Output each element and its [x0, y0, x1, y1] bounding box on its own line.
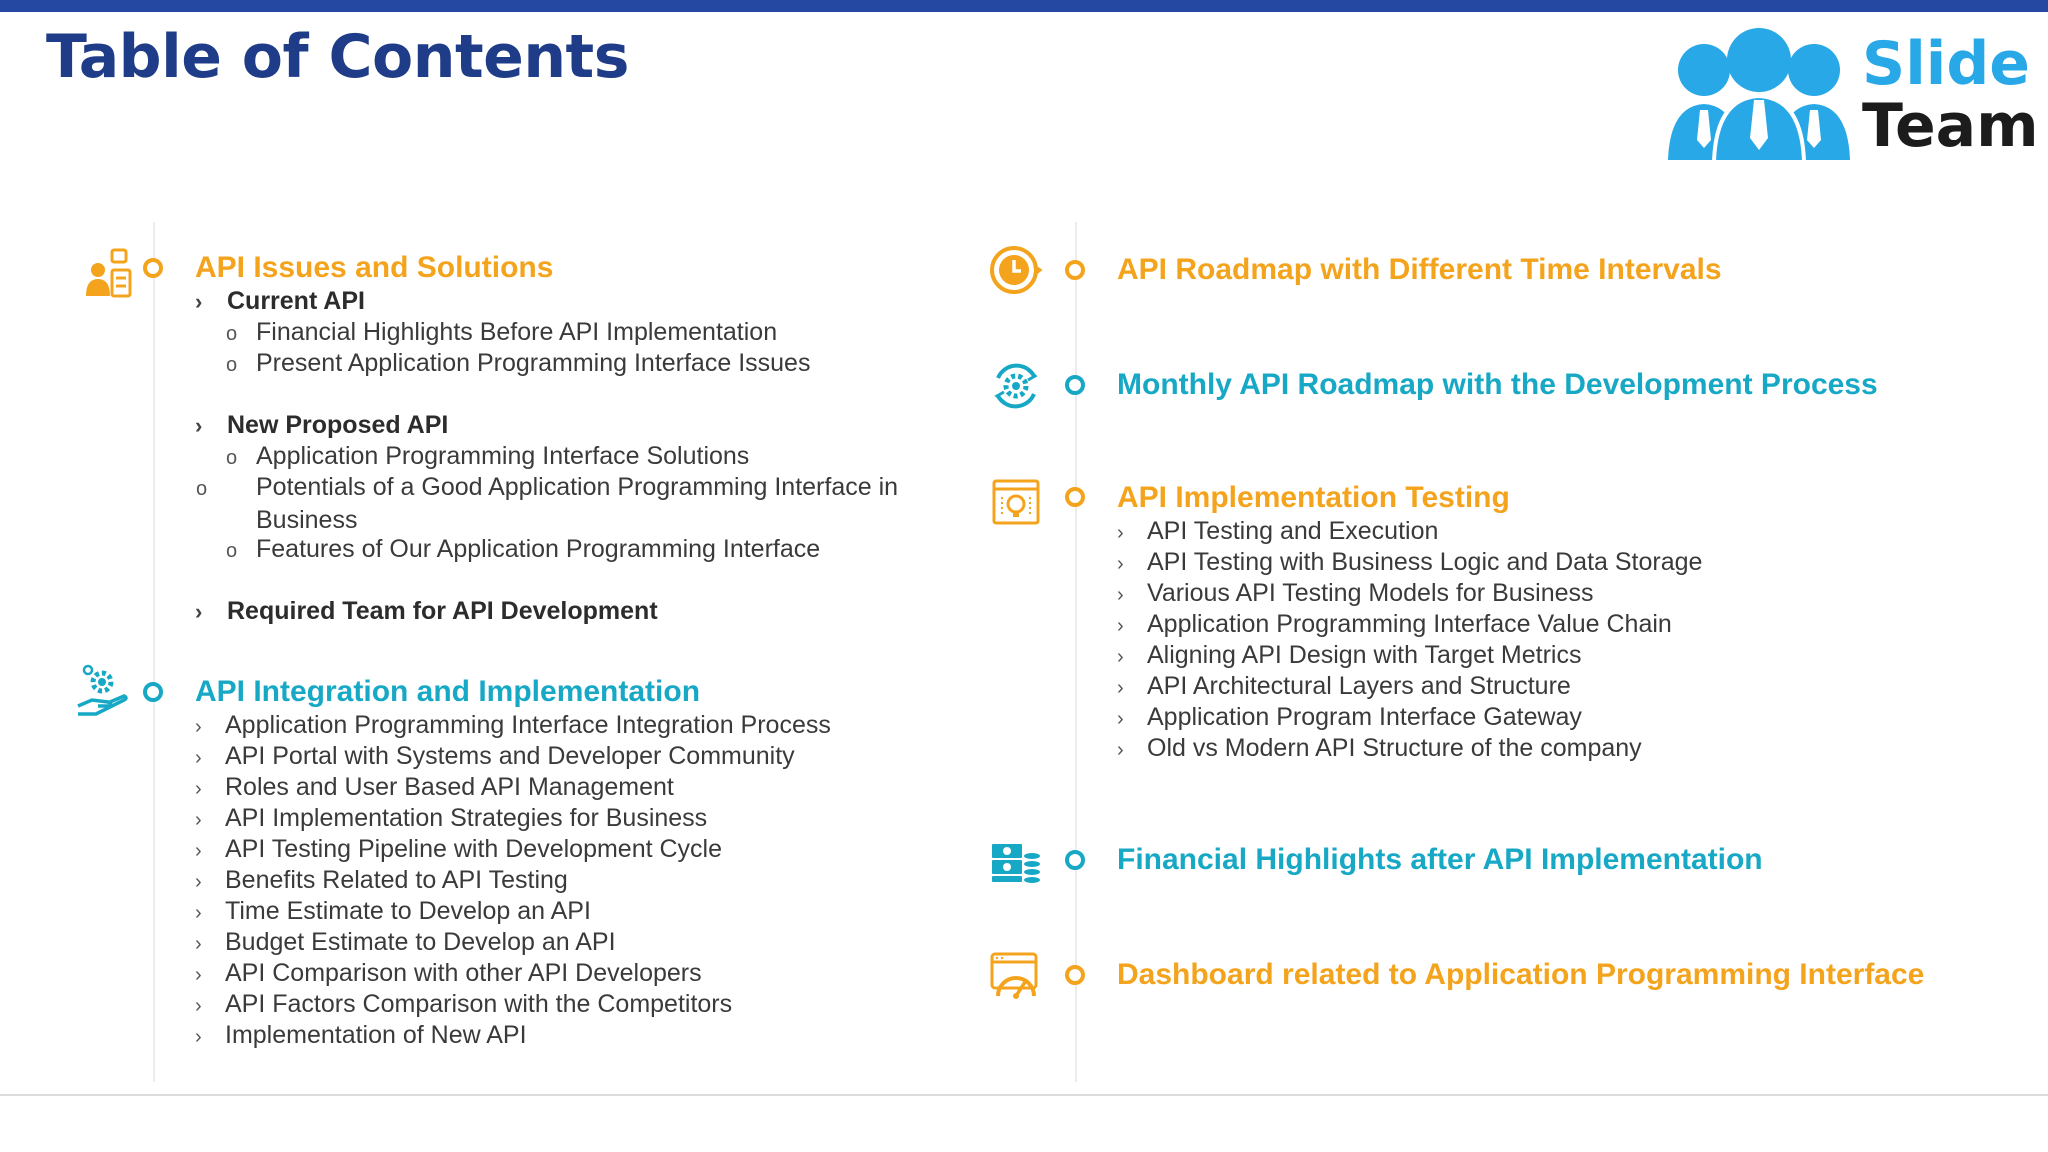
list-item[interactable]: › Application Programming Interface Integration Process	[195, 711, 831, 739]
logo-wordmark	[1862, 29, 2039, 161]
list-item[interactable]: › Time Estimate to Develop an API	[195, 897, 591, 925]
left-timeline-line	[153, 222, 155, 1082]
list-item[interactable]: › API Testing and Execution	[1117, 517, 1439, 545]
list-item[interactable]: › Implementation of New API	[195, 1021, 527, 1049]
list-item[interactable]: › API Portal with Systems and Developer Community	[195, 742, 795, 770]
slideteam-logo	[1664, 28, 2039, 168]
section-title-api-testing[interactable]: API Implementation Testing	[1117, 481, 1510, 514]
list-item[interactable]: › Benefits Related to API Testing	[195, 866, 568, 894]
list-item[interactable]: o Potentials of a Good Application Programming Interface in Business	[196, 473, 899, 534]
list-item[interactable]: › API Architectural Layers and Structure	[1117, 672, 1571, 700]
list-item[interactable]: › API Testing with Business Logic and Data Storage	[1117, 548, 1703, 576]
section-title-api-roadmap[interactable]: API Roadmap with Different Time Intervals	[1117, 253, 1722, 286]
list-item[interactable]: › Old vs Modern API Structure of the company	[1117, 734, 1642, 762]
gear-cycle-icon	[988, 358, 1044, 414]
list-item[interactable]: › API Comparison with other API Developers	[195, 959, 702, 987]
bottom-divider	[0, 1094, 2048, 1096]
money-stack-icon	[988, 834, 1044, 890]
timeline-dot	[1065, 375, 1085, 395]
timeline-dot	[1065, 487, 1085, 507]
section-title-monthly-roadmap[interactable]: Monthly API Roadmap with the Development Process	[1117, 368, 1878, 401]
list-item[interactable]: › Application Programming Interface Value Chain	[1117, 610, 1672, 638]
list-item[interactable]: › Various API Testing Models for Business	[1117, 579, 1594, 607]
people-analytics-icon	[82, 246, 138, 302]
section-title-api-integration[interactable]: API Integration and Implementation	[195, 675, 701, 708]
list-item[interactable]: o Features of Our Application Programming Interface	[226, 535, 821, 563]
browser-bulb-icon	[988, 475, 1044, 531]
list-item[interactable]: › Budget Estimate to Develop an API	[195, 928, 616, 956]
list-item[interactable]: › Aligning API Design with Target Metrics	[1117, 641, 1582, 669]
hand-gear-icon	[74, 662, 130, 718]
timeline-dot	[1065, 965, 1085, 985]
list-item[interactable]: o Financial Highlights Before API Implementation	[226, 318, 778, 346]
list-item[interactable]: › Roles and User Based API Management	[195, 773, 674, 801]
list-item[interactable]: o Application Programming Interface Solutions	[226, 442, 750, 470]
right-timeline-line	[1075, 222, 1077, 1082]
timeline-dot	[143, 258, 163, 278]
dashboard-gauge-icon	[988, 948, 1044, 1004]
list-item[interactable]: › API Implementation Strategies for Business	[195, 804, 708, 832]
clock-icon	[988, 242, 1044, 298]
timeline-dot	[1065, 850, 1085, 870]
page-title: Table of Contents	[46, 22, 629, 92]
list-item[interactable]: › Application Program Interface Gateway	[1117, 703, 1582, 731]
logo-word-team: Team	[1862, 91, 2039, 161]
section-title-dashboard[interactable]: Dashboard related to Application Programming Interface	[1117, 958, 1925, 991]
section-title-financial-highlights[interactable]: Financial Highlights after API Implementation	[1117, 843, 1763, 876]
timeline-dot	[1065, 260, 1085, 280]
group-new-proposed-api: › New Proposed API	[195, 411, 449, 439]
list-item[interactable]: › API Testing Pipeline with Development Cycle	[195, 835, 723, 863]
timeline-dot	[143, 682, 163, 702]
people-logo-icon	[1664, 28, 1854, 168]
top-accent-bar	[0, 0, 2048, 12]
logo-word-slide: Slide	[1862, 29, 2030, 99]
group-current-api: › Current API	[195, 287, 365, 315]
list-item[interactable]: › API Factors Comparison with the Competitors	[195, 990, 733, 1018]
section-title-api-issues[interactable]: API Issues and Solutions	[195, 251, 554, 284]
group-required-team[interactable]: › Required Team for API Development	[195, 597, 658, 625]
list-item[interactable]: o Present Application Programming Interface Issues	[226, 349, 811, 377]
